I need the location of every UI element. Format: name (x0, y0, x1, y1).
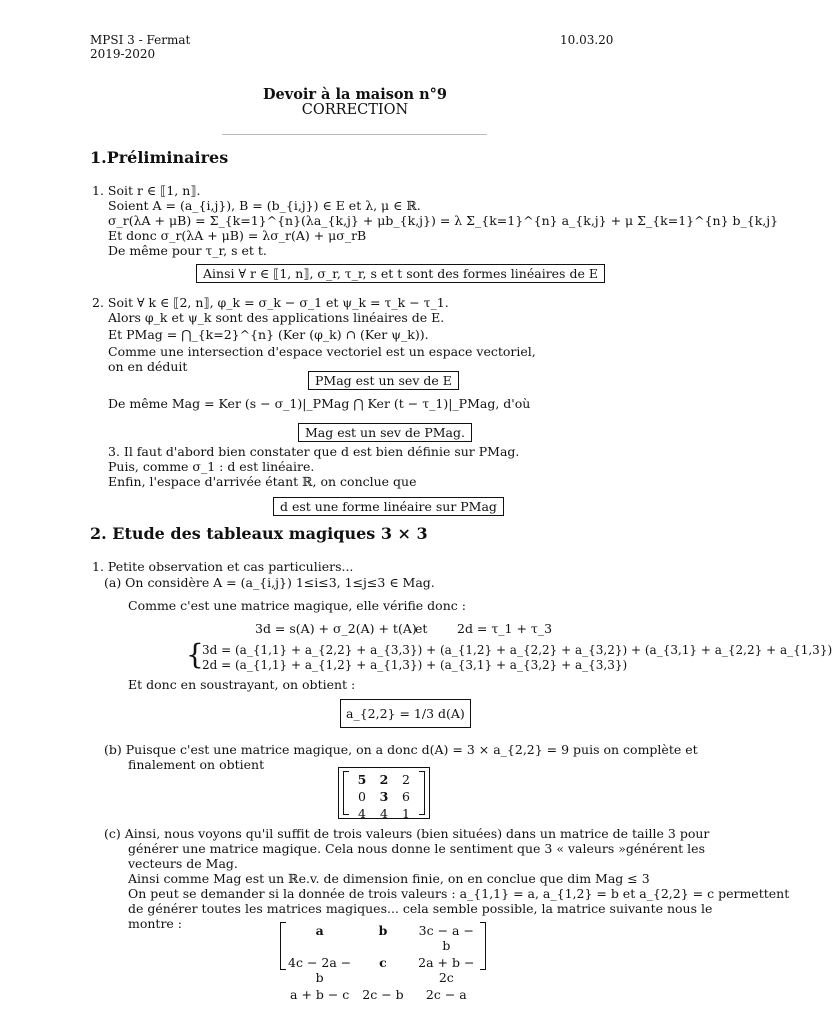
s2c-line: générer une matrice magique. Cela nous donne le sentiment que 3 « valeurs »générent les (128, 841, 705, 856)
q1-line: Et donc σ_r(λA + μB) = λσ_r(A) + μσ_rB (108, 228, 367, 243)
q3-block (108, 444, 519, 489)
q1-line: Soient A = (a_{i,j}), B = (b_{i,j}) ∈ E et λ, μ ∈ ℝ. (108, 198, 421, 213)
s2a-sys2: 2d = (a_{1,1} + a_{1,2} + a_{1,3}) + (a_{3,1} + a_{3,2} + a_{3,3}) (202, 658, 628, 672)
pmag-sev-box: PMag est un sev de E (308, 371, 459, 390)
q2-line: on en déduit (108, 359, 188, 374)
s2c-line: vecteurs de Mag. (128, 856, 238, 871)
matrix-cell: a (315, 923, 324, 938)
q1-line: 1. Soit r ∈ ⟦1, n⟧. (92, 183, 201, 198)
s2a-eq2: 2d = τ_1 + τ_3 (457, 621, 553, 636)
matrix-cell: 1 (402, 806, 410, 821)
q1-conclusion-box: Ainsi ∀ r ∈ ⟦1, n⟧, σ_r, τ_r, s et t sont des formes linéaires de E (196, 264, 605, 283)
s2c-line: (c) Ainsi, nous voyons qu'il suffit de trois valeurs (bien situées) dans un matrice de taille 3 pour (104, 826, 710, 841)
matrix-cell: c (379, 955, 387, 970)
q3-conclusion-box: d est une forme linéaire sur PMag (273, 497, 504, 516)
q2-line: Comme une intersection d'espace vectoriel est un espace vectoriel, (108, 344, 536, 359)
matrix-cell: 2 (379, 772, 389, 787)
header-class: MPSI 3 - Fermat (90, 33, 191, 47)
matrix-cell: a + b − c (290, 987, 350, 1002)
section2-heading: 2. Etude des tableaux magiques 3 × 3 (90, 524, 428, 543)
left-bracket (280, 922, 286, 970)
q1-block (92, 183, 778, 258)
q3-line: Puis, comme σ_1 : d est linéaire. (108, 459, 315, 474)
matrix-cell: 2c − a (425, 987, 467, 1002)
s2a-line3: Et donc en soustrayant, on obtient : (128, 677, 356, 692)
section1-heading: 1.Préliminaires (90, 148, 229, 167)
s2b-line1: (b) Puisque c'est une matrice magique, on a donc d(A) = 3 × a_{2,2} = 9 puis on complète et (104, 742, 698, 757)
s2c-line: de générer toutes les matrices magiques... cela semble possible, la matrice suivante nous le (128, 901, 713, 916)
header-year: 2019-2020 (90, 47, 156, 61)
matrix-cell: 4c − 2a − b (288, 955, 352, 985)
matrix-cell: 4 (380, 806, 388, 821)
q2-block (92, 295, 536, 374)
doc-subtitle: CORRECTION (301, 102, 409, 118)
s2c-line: Ainsi comme Mag est un ℝe.v. de dimension finie, on en conclue que dim Mag ≤ 3 (128, 871, 650, 886)
q2-line: 2. Soit ∀ k ∈ ⟦2, n⟧, φ_k = σ_k − σ_1 et ψ_k = τ_k − τ_1. (92, 295, 449, 310)
mag-definition-line: De même Mag = Ker (s − σ_1)|_PMag ⋂ Ker (t − τ_1)|_PMag, d'où (108, 396, 531, 411)
system-brace: { (186, 638, 204, 671)
doc-title: Devoir à la maison n°9 (262, 86, 448, 103)
q3-line: Enfin, l'espace d'arrivée étant ℝ, on conclue que (108, 474, 417, 489)
s2a-eq1: 3d = s(A) + σ_2(A) + t(A) (255, 621, 417, 636)
right-bracket (480, 922, 486, 970)
magic-matrix-box (338, 767, 430, 819)
s2a-eq-and: et (415, 621, 428, 636)
left-bracket (343, 771, 349, 815)
q1-line: De même pour τ_r, s et t. (108, 243, 267, 258)
right-bracket (419, 771, 425, 815)
a22-result-box: a_{2,2} = 1/3 d(A) (340, 699, 471, 728)
general-magic-matrix (280, 922, 486, 1002)
s2c-line: On peut se demander si la donnée de trois valeurs : a_{1,1} = a, a_{1,2} = b et a_{2,2} = c permettent (128, 886, 790, 901)
mag-sev-box: Mag est un sev de PMag. (298, 423, 472, 442)
s2a-line1: (a) On considère A = (a_{i,j}) 1≤i≤3, 1≤j≤3 ∈ Mag. (104, 575, 435, 590)
matrix-cell: 4 (358, 806, 366, 821)
q1-line: σ_r(λA + μB) = Σ_{k=1}^{n}(λa_{k,j} + μb_{k,j}) = λ Σ_{k=1}^{n} a_{k,j} + μ Σ_{k=1}^{n} b_{k,j} (108, 213, 779, 228)
title-divider (222, 134, 487, 135)
s2a-sys1: 3d = (a_{1,1} + a_{2,2} + a_{3,3}) + (a_{1,2} + a_{2,2} + a_{3,2}) + (a_{3,1} + a_{2,2} + a_{1,3}) (202, 643, 832, 657)
matrix-cell: 2a + b − 2c (418, 955, 475, 985)
matrix-cell: 2c − b (362, 987, 404, 1002)
s2b-line2: finalement on obtient (128, 757, 265, 772)
header-date: 10.03.20 (560, 33, 614, 47)
matrix-cell: 2 (402, 772, 410, 787)
general-matrix-grid (280, 922, 486, 1003)
q2-line: Et PMag = ⋂_{k=2}^{n} (Ker (φ_k) ∩ (Ker ψ_k)). (108, 327, 429, 342)
q2-line: Alors φ_k et ψ_k sont des applications linéaires de E. (108, 310, 445, 325)
s2c-line: montre : (128, 916, 183, 931)
matrix-cell: 0 (358, 789, 366, 804)
q3-line: 3. Il faut d'abord bien constater que d est bien définie sur PMag. (108, 444, 520, 459)
s2-intro: 1. Petite observation et cas particuliers... (92, 559, 354, 574)
matrix-cell: b (378, 923, 388, 938)
matrix-cell: 5 (357, 772, 367, 787)
magic-matrix-grid (343, 771, 425, 822)
matrix-cell: 3 (379, 789, 389, 804)
matrix-cell: 3c − a − b (418, 923, 474, 953)
s2c-block (104, 826, 789, 931)
matrix-cell: 6 (402, 789, 410, 804)
magic-matrix (343, 771, 425, 821)
s2a-line2: Comme c'est une matrice magique, elle vérifie donc : (128, 598, 466, 613)
